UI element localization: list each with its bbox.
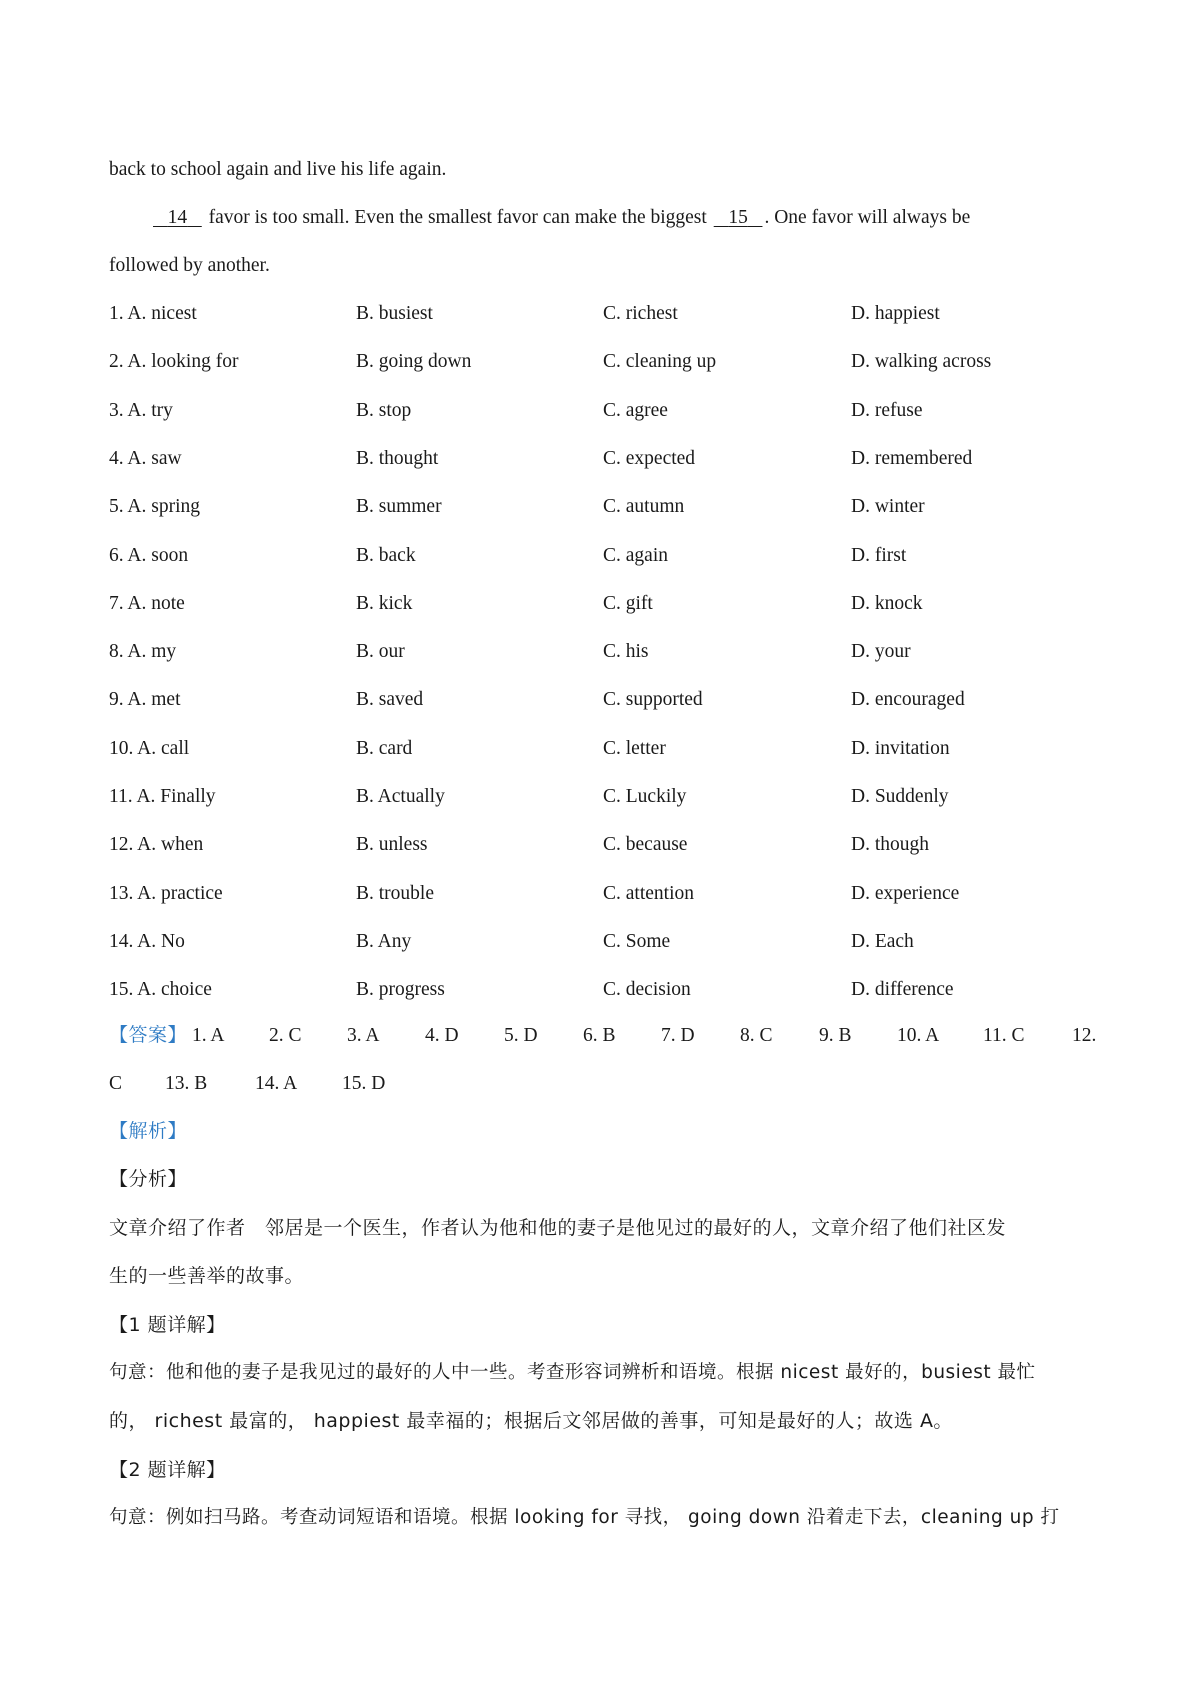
- option-b: B. going down: [356, 351, 472, 373]
- option-c: C. Some: [603, 930, 671, 952]
- option-a: 6. A. soon: [109, 544, 189, 566]
- option-d: D. encouraged: [851, 689, 965, 711]
- option-d: D. difference: [851, 979, 954, 1001]
- option-a: 1. A. nicest: [109, 303, 197, 324]
- passage-line-2: [151, 208, 1141, 228]
- option-a: 7. A. note: [109, 592, 185, 614]
- answer-item: C: [109, 1073, 123, 1094]
- question-row: [109, 449, 1099, 473]
- option-b: B. trouble: [356, 882, 434, 904]
- question-row: [109, 594, 1099, 618]
- question-row: [109, 401, 1099, 425]
- option-c: C. richest: [603, 303, 678, 324]
- answer-label: 【答案】: [109, 1024, 188, 1046]
- option-d: D. your: [851, 641, 911, 663]
- answer-item: 6. B: [583, 1025, 616, 1046]
- question-row: [109, 980, 1099, 1004]
- option-d: D. Suddenly: [851, 786, 949, 807]
- option-a: 10. A. call: [109, 737, 190, 759]
- q2-detail-heading: 【2 题详解】: [109, 1459, 226, 1481]
- q1-detail-text: 句意：他和他的妻子是我见过的最好的人中一些。考查形容词辨析和语境。根据 nicest 最好的，busiest 最忙: [109, 1362, 1036, 1383]
- answer-item: 14. A: [255, 1073, 298, 1094]
- option-d: D. remembered: [851, 447, 973, 469]
- answer-item: 15. D: [342, 1073, 386, 1094]
- question-row: [109, 739, 1099, 763]
- option-d: D. though: [851, 834, 929, 856]
- option-c: C. letter: [603, 737, 666, 759]
- question-row: [109, 546, 1099, 570]
- option-c: C. autumn: [603, 496, 685, 518]
- blank-14: 14: [167, 207, 188, 228]
- analysis-text: 文章介绍了作者 邻居是一个医生，作者认为他和他的妻子是他见过的最好的人，文章介绍了他们社区发: [109, 1217, 1007, 1239]
- question-row: [109, 884, 1099, 908]
- answer-item: 3. A: [347, 1025, 380, 1046]
- answer-item: 8. C: [740, 1025, 773, 1046]
- passage-line-1: back to school again and live his life again.: [109, 159, 447, 180]
- option-c: C. expected: [603, 447, 696, 469]
- question-row: [109, 497, 1099, 521]
- question-row: [109, 352, 1099, 376]
- option-c: C. agree: [603, 399, 668, 421]
- option-b: B. stop: [356, 399, 412, 421]
- option-d: D. walking across: [851, 351, 992, 373]
- answer-item: 9. B: [819, 1025, 852, 1046]
- option-c: C. because: [603, 834, 688, 856]
- answer-item: 12.: [1072, 1025, 1097, 1046]
- option-c: C. attention: [603, 882, 694, 904]
- option-d: D. happiest: [851, 303, 940, 324]
- option-b: B. back: [356, 544, 416, 566]
- option-b: B. thought: [356, 447, 439, 469]
- question-row: [109, 642, 1099, 666]
- option-c: C. gift: [603, 592, 653, 614]
- blank-15: 15: [728, 207, 748, 228]
- option-d: D. first: [851, 544, 907, 566]
- option-b: B. progress: [356, 979, 445, 1001]
- passage-text: . One favor will always be: [764, 207, 971, 228]
- option-a: 3. A. try: [109, 399, 173, 421]
- option-a: 4. A. saw: [109, 447, 182, 469]
- passage-line-3: followed by another.: [109, 255, 270, 276]
- passage-text: favor is too small. Even the smallest favor can make the biggest: [203, 207, 712, 228]
- option-c: C. supported: [603, 689, 703, 711]
- option-b: B. saved: [356, 689, 424, 711]
- option-b: B. summer: [356, 496, 442, 518]
- option-d: D. refuse: [851, 399, 923, 421]
- option-a: 5. A. spring: [109, 496, 201, 518]
- option-c: C. decision: [603, 979, 691, 1001]
- option-a: 8. A. my: [109, 641, 177, 663]
- q1-detail-heading: 【1 题详解】: [109, 1314, 226, 1336]
- option-b: B. card: [356, 737, 413, 759]
- q1-detail-text: 的， richest 最富的， happiest 最幸福的；根据后文邻居做的善事，可知是最好的人；故选 A。: [109, 1410, 953, 1432]
- answer-item: 7. D: [661, 1025, 695, 1046]
- question-row: [109, 787, 1099, 811]
- option-a: 2. A. looking for: [109, 351, 239, 373]
- q2-detail-text: 句意：例如扫马路。考查动词短语和语境。根据 looking for 寻找， going down 沿着走下去，cleaning up 打: [109, 1507, 1060, 1528]
- answer-item: 10. A: [897, 1025, 940, 1046]
- answer-item: 11. C: [983, 1025, 1025, 1046]
- answer-item: 1. A: [192, 1025, 225, 1046]
- option-a: 13. A. practice: [109, 882, 223, 904]
- analysis-text: 生的一些善举的故事。: [109, 1265, 305, 1287]
- option-b: B. busiest: [356, 303, 433, 324]
- option-d: D. Each: [851, 930, 914, 952]
- option-d: D. winter: [851, 496, 925, 518]
- analysis-heading: 【分析】: [109, 1168, 188, 1190]
- question-row: [109, 304, 1099, 328]
- option-c: C. Luckily: [603, 786, 687, 807]
- question-row: [109, 932, 1099, 956]
- option-b: B. Actually: [356, 786, 445, 807]
- option-a: 12. A. when: [109, 834, 204, 856]
- option-a: 9. A. met: [109, 689, 181, 711]
- option-b: B. our: [356, 641, 405, 663]
- option-d: D. invitation: [851, 737, 950, 759]
- option-b: B. kick: [356, 592, 413, 614]
- answer-item: 2. C: [269, 1025, 302, 1046]
- answer-item: 13. B: [165, 1073, 208, 1094]
- option-d: D. experience: [851, 882, 960, 904]
- option-d: D. knock: [851, 592, 923, 614]
- answer-item: 5. D: [504, 1025, 538, 1046]
- option-c: C. his: [603, 641, 649, 663]
- answer-item: 4. D: [425, 1025, 459, 1046]
- question-row: [109, 835, 1099, 859]
- option-c: C. again: [603, 544, 668, 566]
- option-a: 11. A. Finally: [109, 786, 216, 807]
- option-b: B. unless: [356, 834, 428, 856]
- analysis-label: 【解析】: [109, 1120, 188, 1142]
- option-c: C. cleaning up: [603, 351, 717, 373]
- option-a: 15. A. choice: [109, 979, 212, 1001]
- option-a: 14. A. No: [109, 930, 185, 952]
- question-row: [109, 690, 1099, 714]
- option-b: B. Any: [356, 930, 412, 952]
